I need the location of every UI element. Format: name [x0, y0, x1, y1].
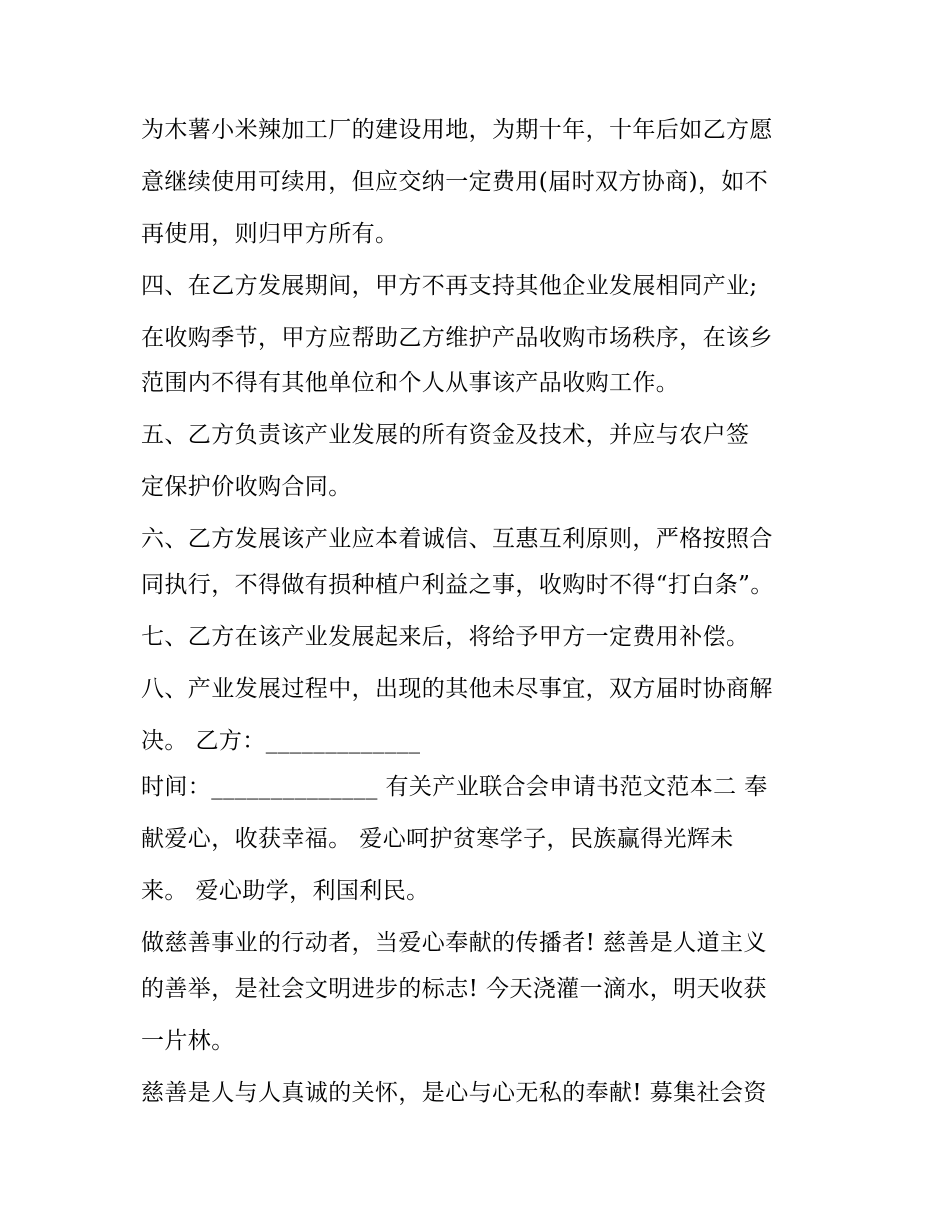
text-line: 范围内不得有其他单位和个人从事该产品收购工作。 [141, 370, 680, 396]
text-line: 五、乙方负责该产业发展的所有资金及技术，并应与农户签 [141, 422, 750, 448]
text-line: 为木薯小米辣加工厂的建设用地，为期十年，十年后如乙方愿 [141, 117, 773, 143]
text-line: 在收购季节，甲方应帮助乙方维护产品收购市场秩序，在该乡 [141, 325, 773, 351]
text-line: 的善举，是社会文明进步的标志! 今天浇灌一滴水，明天收获 [141, 976, 767, 1002]
text-line: 一片林。 [141, 1028, 235, 1054]
text-line: 八、产业发展过程中，出现的其他未尽事宜，双方届时协商解 [141, 676, 773, 702]
text-line: 来。 爱心助学，利国利民。 [141, 878, 430, 904]
text-line: 时间：______________ 有关产业联合会申请书范文范本二 奉 [141, 774, 768, 800]
text-line: 决。 乙方：_____________ [141, 728, 421, 754]
text-line: 四、在乙方发展期间，甲方不再支持其他企业发展相同产业; [141, 273, 758, 299]
text-line: 再使用，则归甲方所有。 [141, 221, 399, 247]
text-line: 六、乙方发展该产业应本着诚信、互惠互利原则，严格按照合 [141, 526, 773, 552]
text-line: 七、乙方在该产业发展起来后，将给予甲方一定费用补偿。 [141, 624, 750, 650]
text-line: 定保护价收购合同。 [141, 474, 352, 500]
text-line: 慈善是人与人真诚的关怀，是心与心无私的奉献! 募集社会资 [141, 1080, 767, 1106]
text-line: 做慈善事业的行动者，当爱心奉献的传播者! 慈善是人道主义 [141, 930, 767, 956]
text-line: 献爱心，收获幸福。 爱心呵护贫寒学子，民族赢得光辉未 [141, 826, 734, 852]
text-line: 同执行，不得做有损种植户利益之事，收购时不得“打白条”。 [141, 572, 774, 598]
text-line: 意继续使用可续用，但应交纳一定费用(届时双方协商)，如不 [141, 169, 769, 195]
